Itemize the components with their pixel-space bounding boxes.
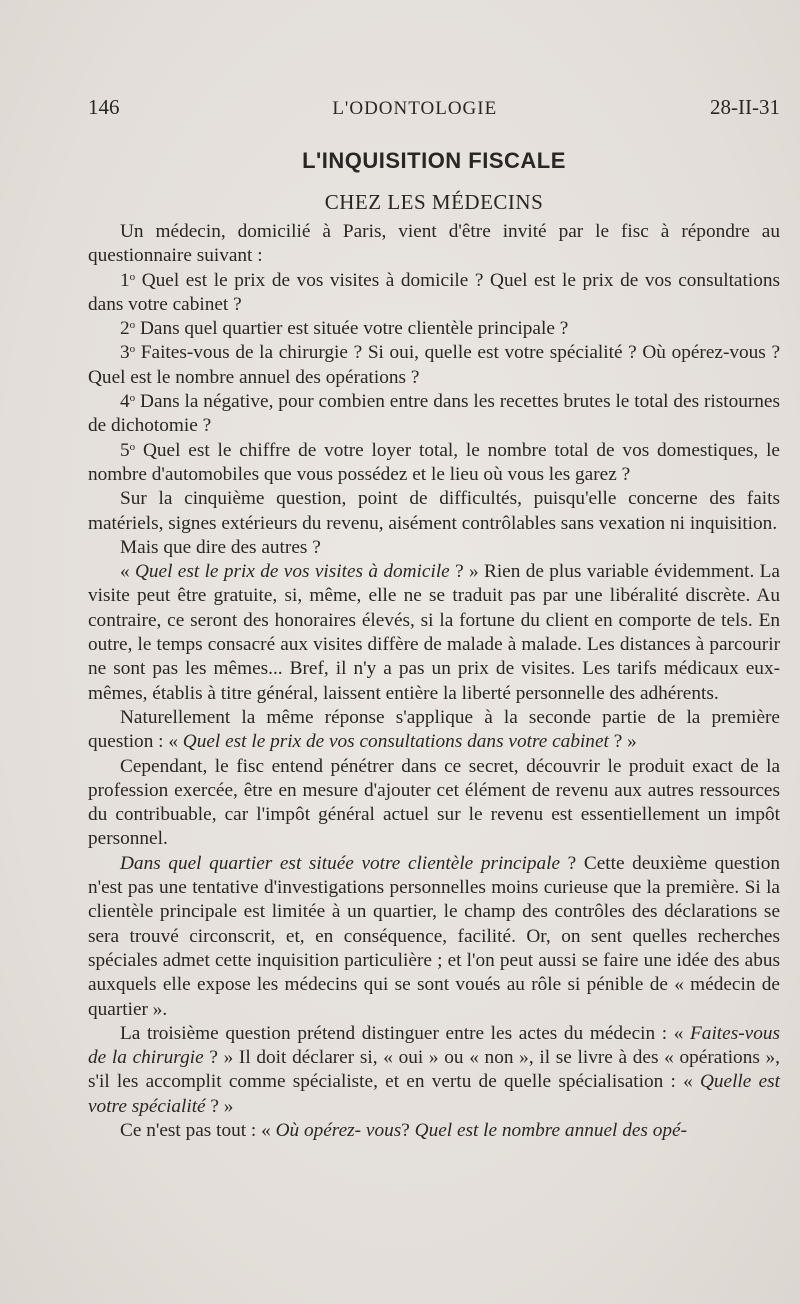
paragraph-text: 5: [120, 439, 130, 461]
paragraph-text: Ce n'est pas tout : «: [120, 1119, 276, 1141]
body-paragraph: [88, 317, 780, 341]
journal-title: L'ODONTOLOGIE: [332, 98, 498, 119]
paragraph-text: ? »: [608, 731, 637, 753]
body-paragraph: [88, 536, 780, 560]
ordinal-superscript: o: [129, 270, 136, 283]
paragraph-text: ? » Il doit déclarer si, « oui » ou « non », il se livre à des « opérations », s'il les accomplit comme spécialiste, et en vertu de quelle spécialisation : «: [88, 1047, 780, 1093]
paragraph-text: 4: [120, 391, 130, 413]
body-paragraph: [88, 341, 780, 390]
body-paragraph: [88, 1119, 780, 1143]
italic-quote: Dans quel quartier est située votre clientèle principale: [120, 852, 561, 874]
body-paragraph: [88, 487, 780, 536]
body-paragraph: [88, 852, 780, 1022]
paragraph-text: ? » Rien de plus variable évidemment. La visite peut être gratuite, si, même, elle ne se traduit pas par une libéralité discrète. Au contraire, ce seront des honoraires élevés, si la fortune du client en comporte de tels. En outre, le temps consacré aux visites diffère de malade à malade. Les distances à parcourir ne sont pas les mêmes... Bref, il n'y a pas un prix de visites. Les tarifs médicaux eux-mêmes, établis à titre général, laissent entière la liberté personnelle des adhérents.: [88, 561, 780, 704]
ordinal-superscript: o: [129, 319, 136, 332]
ordinal-superscript: o: [129, 440, 136, 453]
paragraph-text: ? Cette deuxième question n'est pas une tentative d'investigations personnelles moins curieuse que la première. Si la clientèle principale est limitée à un quartier, le champ des contrôles des déclarations se sera trouvé circonscrit, et, en conséquence, facilité. Or, on sent quelles recherches spéciales admet cette inquisition particulière ; et l'on peut aussi se faire une idée des abus auxquels elle expose les médecins qui se sont voués au rôle si pénible de « médecin de quartier ».: [88, 852, 780, 1020]
paragraph-text: ? »: [205, 1095, 234, 1117]
italic-quote: Où opérez- vous: [275, 1119, 402, 1141]
paragraph-text: Dans la négative, pour combien entre dans les recettes brutes le total des ristournes de dichotomie ?: [88, 391, 780, 437]
paragraph-text: Quel est le prix de vos visites à domicile ? Quel est le prix de vos consultations dans votre cabinet ?: [88, 269, 780, 315]
italic-quote: Quelle est votre spécialité: [88, 1071, 780, 1117]
italic-quote: Quel est le prix de vos consultations dans votre cabinet: [182, 731, 609, 753]
ordinal-superscript: o: [129, 392, 136, 405]
article-title: L'INQUISITION FISCALE: [302, 148, 566, 173]
issue-date: 28-II-31: [710, 95, 780, 119]
italic-quote: Quel est le nombre annuel des opé-: [414, 1119, 688, 1141]
paragraph-text: Un médecin, domicilié à Paris, vient d'être invité par le fisc à répondre au questionnaire suivant :: [88, 221, 780, 267]
body-paragraph: [88, 560, 780, 706]
body-paragraph: [88, 439, 780, 488]
paragraph-text: Mais que dire des autres ?: [120, 536, 321, 558]
paragraph-text: Quel est le chiffre de votre loyer total, le nombre total de vos domestiques, le nombre d'automobiles que vous possédez et le lieu où vous les garez ?: [88, 439, 780, 485]
body-paragraph: [88, 220, 780, 269]
paragraph-text: 1: [120, 269, 130, 291]
paragraph-text: «: [120, 561, 135, 583]
body-paragraph: [88, 269, 780, 318]
paragraph-text: Faites-vous de la chirurgie ? Si oui, quelle est votre spécialité ? Où opérez-vous ? Quel est le nombre annuel des opérations ?: [88, 342, 780, 388]
paragraph-text: 2: [120, 318, 130, 340]
body-paragraph: [88, 755, 780, 852]
paragraph-text: ?: [401, 1119, 415, 1141]
page-number: 146: [88, 95, 120, 119]
paragraph-text: Sur la cinquième question, point de difficultés, puisqu'elle concerne des faits matériels, signes extérieurs du revenu, aisément contrôlables sans vexation ni inquisition.: [88, 488, 780, 534]
paragraph-text: 3: [120, 342, 130, 364]
article-body: [88, 220, 780, 1143]
paragraph-text: Cependant, le fisc entend pénétrer dans ce secret, découvrir le produit exact de la profession exercée, être en mesure d'ajouter cet élément de revenu aux autres ressources du contribuable, car l'impôt général actuel sur le revenu est essentiellement un impôt personnel.: [88, 755, 780, 850]
paragraph-text: La troisième question prétend distinguer entre les actes du médecin : «: [120, 1022, 691, 1044]
article-subtitle: CHEZ LES MÉDECINS: [324, 190, 544, 214]
paragraph-text: Naturellement la même réponse s'applique à la seconde partie de la première question : «: [88, 706, 780, 753]
italic-quote: Quel est le prix de vos visites à domicile: [134, 561, 450, 583]
paragraph-text: Dans quel quartier est située votre clientèle principale ?: [135, 318, 569, 340]
body-paragraph: [88, 390, 780, 439]
italic-quote: Faites-vous de la chirurgie: [88, 1022, 780, 1069]
body-paragraph: [88, 706, 780, 755]
body-paragraph: [88, 1022, 780, 1119]
running-header: [88, 95, 780, 120]
ordinal-superscript: o: [129, 343, 136, 356]
